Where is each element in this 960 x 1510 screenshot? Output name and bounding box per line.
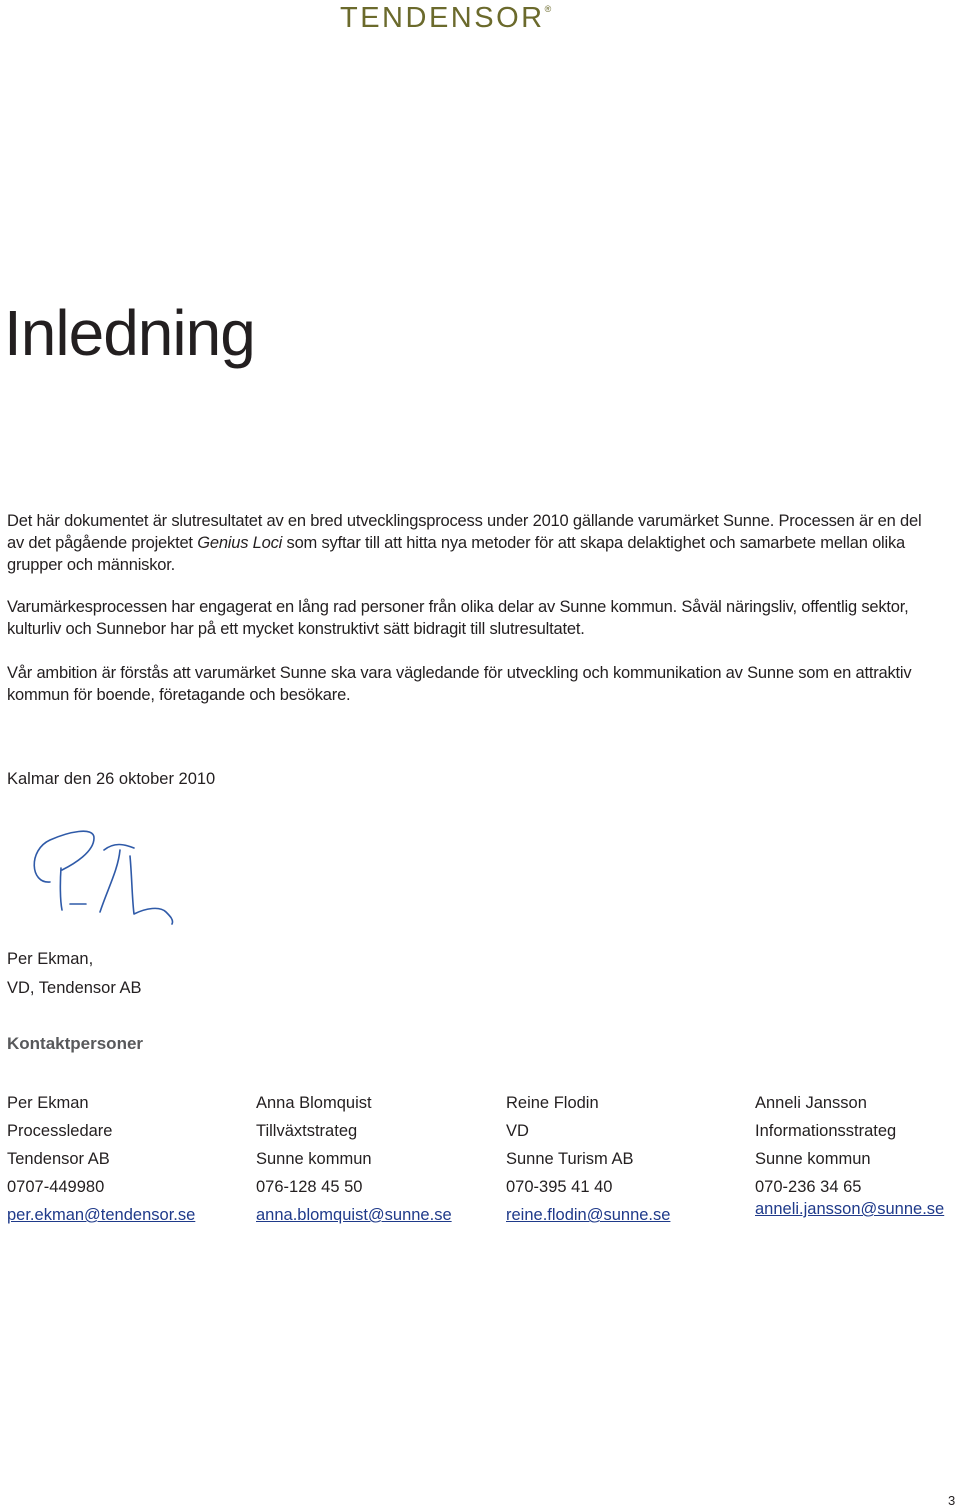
contact-org: Sunne Turism AB	[506, 1150, 634, 1168]
contact-card	[755, 1092, 960, 1232]
contact-org: Sunne kommun	[256, 1150, 372, 1168]
contact-email-link[interactable]: per.ekman@tendensor.se	[7, 1206, 196, 1224]
signer-name: Per Ekman,	[7, 950, 94, 968]
contact-phone: 070-236 34 65	[755, 1178, 862, 1196]
contact-phone: 076-128 45 50	[256, 1178, 363, 1196]
contact-phone: 0707-449980	[7, 1178, 105, 1196]
contact-card	[256, 1092, 496, 1232]
intro-paragraph-3: Vår ambition är förstås att varumärket Sunne ska vara vägledande för utveckling och kommunikation av Sunne som en attraktiv kommun för boende, företagande och besökare.	[7, 664, 912, 704]
contact-card	[7, 1092, 247, 1232]
registered-mark: ®	[544, 4, 552, 14]
contact-phone: 070-395 41 40	[506, 1178, 613, 1196]
contact-title: VD	[506, 1122, 529, 1140]
logo-text: TENDENSOR	[340, 2, 545, 34]
intro-p1-after: som syftar till att hitta nya metoder för att skapa delaktighet och samarbete mellan olika grupper och människor.	[7, 534, 905, 574]
page-number: 3	[948, 1493, 956, 1508]
tendensor-logo	[340, 2, 551, 35]
intro-paragraph-2: Varumärkesprocessen har engagerat en lång rad personer från olika delar av Sunne kommun. Såväl näringsliv, offentlig sektor, kulturliv och Sunnebor har på ett mycket konstruktivt sätt bidragit till slutresultatet.	[7, 598, 909, 638]
contact-org: Tendensor AB	[7, 1150, 110, 1168]
contact-email-link[interactable]: anneli.jansson@sunne.se	[755, 1200, 945, 1218]
contact-org: Sunne kommun	[755, 1150, 871, 1168]
contact-name: Reine Flodin	[506, 1094, 599, 1112]
contact-email-link[interactable]: anna.blomquist@sunne.se	[256, 1206, 452, 1224]
contacts-heading: Kontaktpersoner	[7, 1034, 144, 1053]
contact-name: Anna Blomquist	[256, 1094, 372, 1112]
intro-p1-before: Det här dokumentet är slutresultatet av en bred utvecklingsprocess under 2010 gällande varumärket Sunne. Processen är en del av det pågående projektet	[7, 512, 922, 552]
contact-name: Anneli Jansson	[755, 1094, 867, 1112]
intro-paragraph-1	[7, 510, 937, 576]
contact-title: Informationsstrateg	[755, 1122, 897, 1140]
signer-role: VD, Tendensor AB	[7, 979, 142, 997]
page-title: Inledning	[4, 297, 255, 369]
place-date: Kalmar den 26 oktober 2010	[7, 770, 216, 788]
contact-card	[506, 1092, 746, 1232]
project-name: Genius Loci	[197, 534, 283, 552]
contact-email-link[interactable]: reine.flodin@sunne.se	[506, 1206, 671, 1224]
contact-title: Processledare	[7, 1122, 113, 1140]
signature-image	[28, 822, 188, 927]
contact-name: Per Ekman	[7, 1094, 89, 1112]
contact-title: Tillväxtstrateg	[256, 1122, 358, 1140]
